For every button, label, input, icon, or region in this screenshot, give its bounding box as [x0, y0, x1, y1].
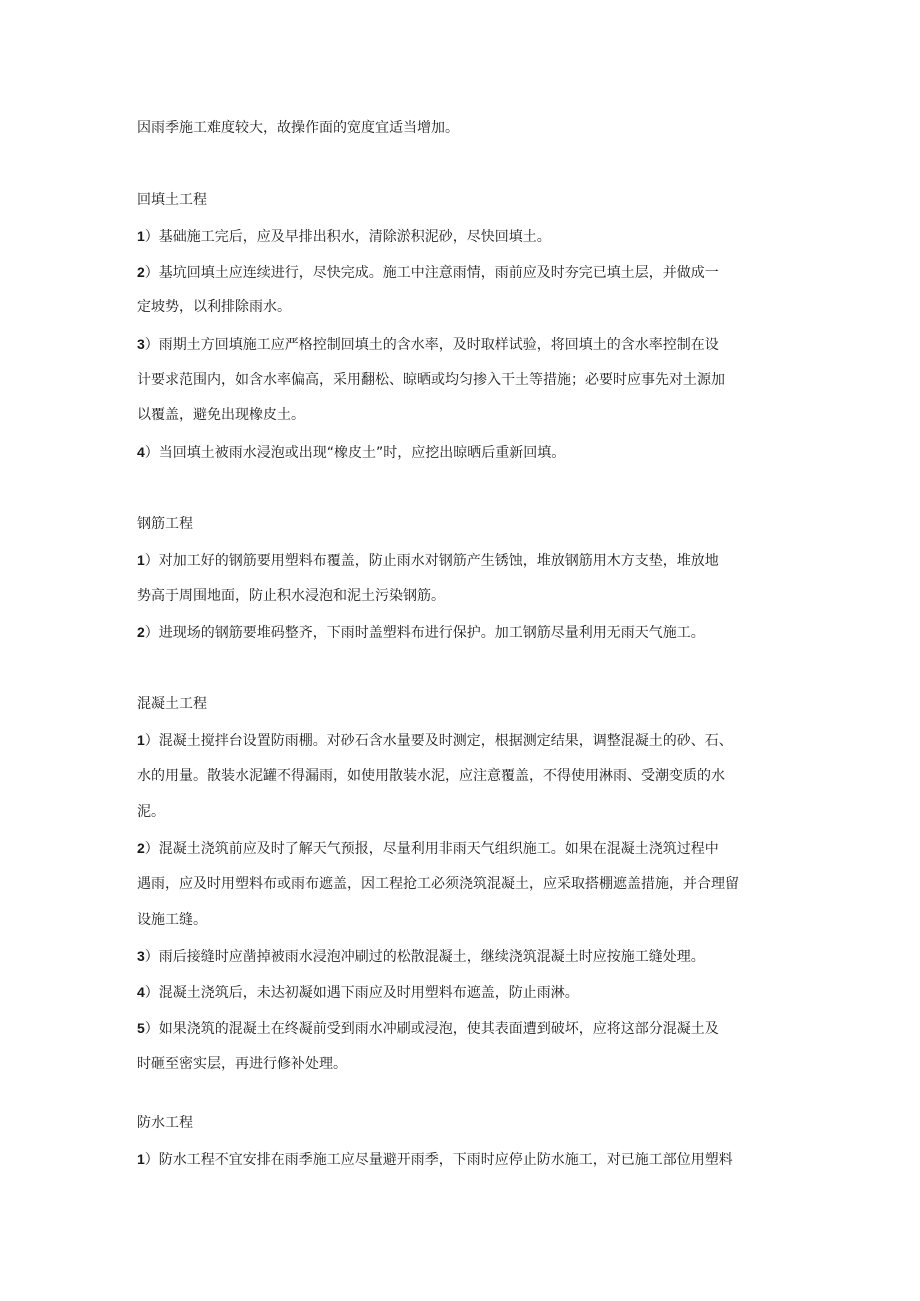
item-text: ）混凝土浇筑前应及时了解天气预报，尽量利用非雨天气组织施工。如果在混凝土浇筑过程中	[144, 841, 719, 857]
item-number: 3	[137, 336, 145, 352]
list-item	[137, 838, 797, 859]
item-text: ）对加工好的钢筋要用塑料布覆盖，防止雨水对钢筋产生锈蚀，堆放钢筋用木方支垫，堆放地	[144, 553, 719, 569]
list-item	[137, 982, 797, 1003]
item-number: 2	[137, 624, 145, 640]
item-text: ）防水工程不宜安排在雨季施工应尽量避开雨季，下雨时应停止防水施工，对已施工部位用塑料	[144, 1152, 733, 1168]
item-continuation: 时砸至密实层，再进行修补处理。	[137, 1056, 347, 1072]
item-text: ）混凝土浇筑后，未达初凝如遇下雨应及时用塑料布遮盖，防止雨淋。	[144, 985, 579, 1001]
list-item	[137, 946, 797, 967]
item-continuation: 水的用量。散装水泥罐不得漏雨，如使用散装水泥，应注意覆盖，不得使用淋雨、受潮变质的水	[137, 768, 725, 784]
section-title-backfill: 回填土工程	[137, 192, 207, 208]
item-continuation: 势高于周围地面，防止积水浸泡和泥土污染钢筋。	[137, 588, 445, 604]
intro-text: 因雨季施工难度较大，故操作面的宽度宜适当增加。	[137, 120, 459, 136]
item-number: 5	[137, 1020, 145, 1036]
list-item	[137, 730, 797, 751]
list-item	[137, 226, 797, 247]
section-title-concrete: 混凝土工程	[137, 696, 207, 712]
item-number: 1	[137, 732, 145, 748]
list-item	[137, 334, 797, 355]
list-item	[137, 622, 797, 643]
item-continuation: 以覆盖，避免出现橡皮土。	[137, 407, 305, 423]
item-text: ）如果浇筑的混凝土在终凝前受到雨水冲刷或浸泡，使其表面遭到破坏，应将这部分混凝土及	[144, 1021, 719, 1037]
item-number: 2	[137, 840, 145, 856]
list-item	[137, 550, 797, 571]
item-number: 4	[137, 984, 145, 1000]
item-text: ）基础施工完后，应及早排出积水，清除淤积泥砂，尽快回填土。	[144, 229, 551, 245]
item-number: 2	[137, 264, 145, 280]
item-continuation: 设施工缝。	[137, 912, 207, 928]
item-continuation: 定坡势，以利排除雨水。	[137, 299, 291, 315]
section-title-rebar: 钢筋工程	[137, 516, 193, 532]
item-text: ）进现场的钢筋要堆码整齐，下雨时盖塑料布进行保护。加工钢筋尽量利用无雨天气施工。	[144, 625, 705, 641]
item-continuation: 泥。	[137, 804, 165, 820]
item-number: 1	[137, 552, 145, 568]
list-item	[137, 262, 797, 283]
item-text: ）雨期土方回填施工应严格控制回填土的含水率，及时取样试验，将回填土的含水率控制在设	[144, 337, 719, 353]
item-continuation: 计要求范围内，如含水率偏高，采用翻松、晾晒或均匀掺入干土等措施；必要时应事先对土源加	[137, 372, 725, 388]
item-number: 1	[137, 1151, 145, 1167]
list-item	[137, 1018, 797, 1039]
item-text: ）当回填土被雨水浸泡或出现“橡皮土”时，应挖出晾晒后重新回填。	[144, 445, 566, 461]
item-text: ）雨后接缝时应凿掉被雨水浸泡冲刷过的松散混凝土，继续浇筑混凝土时应按施工缝处理。	[144, 949, 705, 965]
item-continuation: 遇雨，应及时用塑料布或雨布遮盖，因工程抢工必须浇筑混凝土，应采取搭棚遮盖措施，并合理留	[137, 876, 739, 892]
item-number: 3	[137, 948, 145, 964]
item-text: ）混凝土搅拌台设置防雨棚。对砂石含水量要及时测定，根据测定结果，调整混凝土的砂、石、	[144, 733, 733, 749]
list-item	[137, 1149, 797, 1170]
item-number: 1	[137, 228, 145, 244]
section-title-waterproofing: 防水工程	[137, 1115, 193, 1131]
item-text: ）基坑回填土应连续进行，尽快完成。施工中注意雨情，雨前应及时夯完已填土层，并做成一	[144, 265, 719, 281]
list-item	[137, 442, 797, 463]
item-number: 4	[137, 444, 145, 460]
